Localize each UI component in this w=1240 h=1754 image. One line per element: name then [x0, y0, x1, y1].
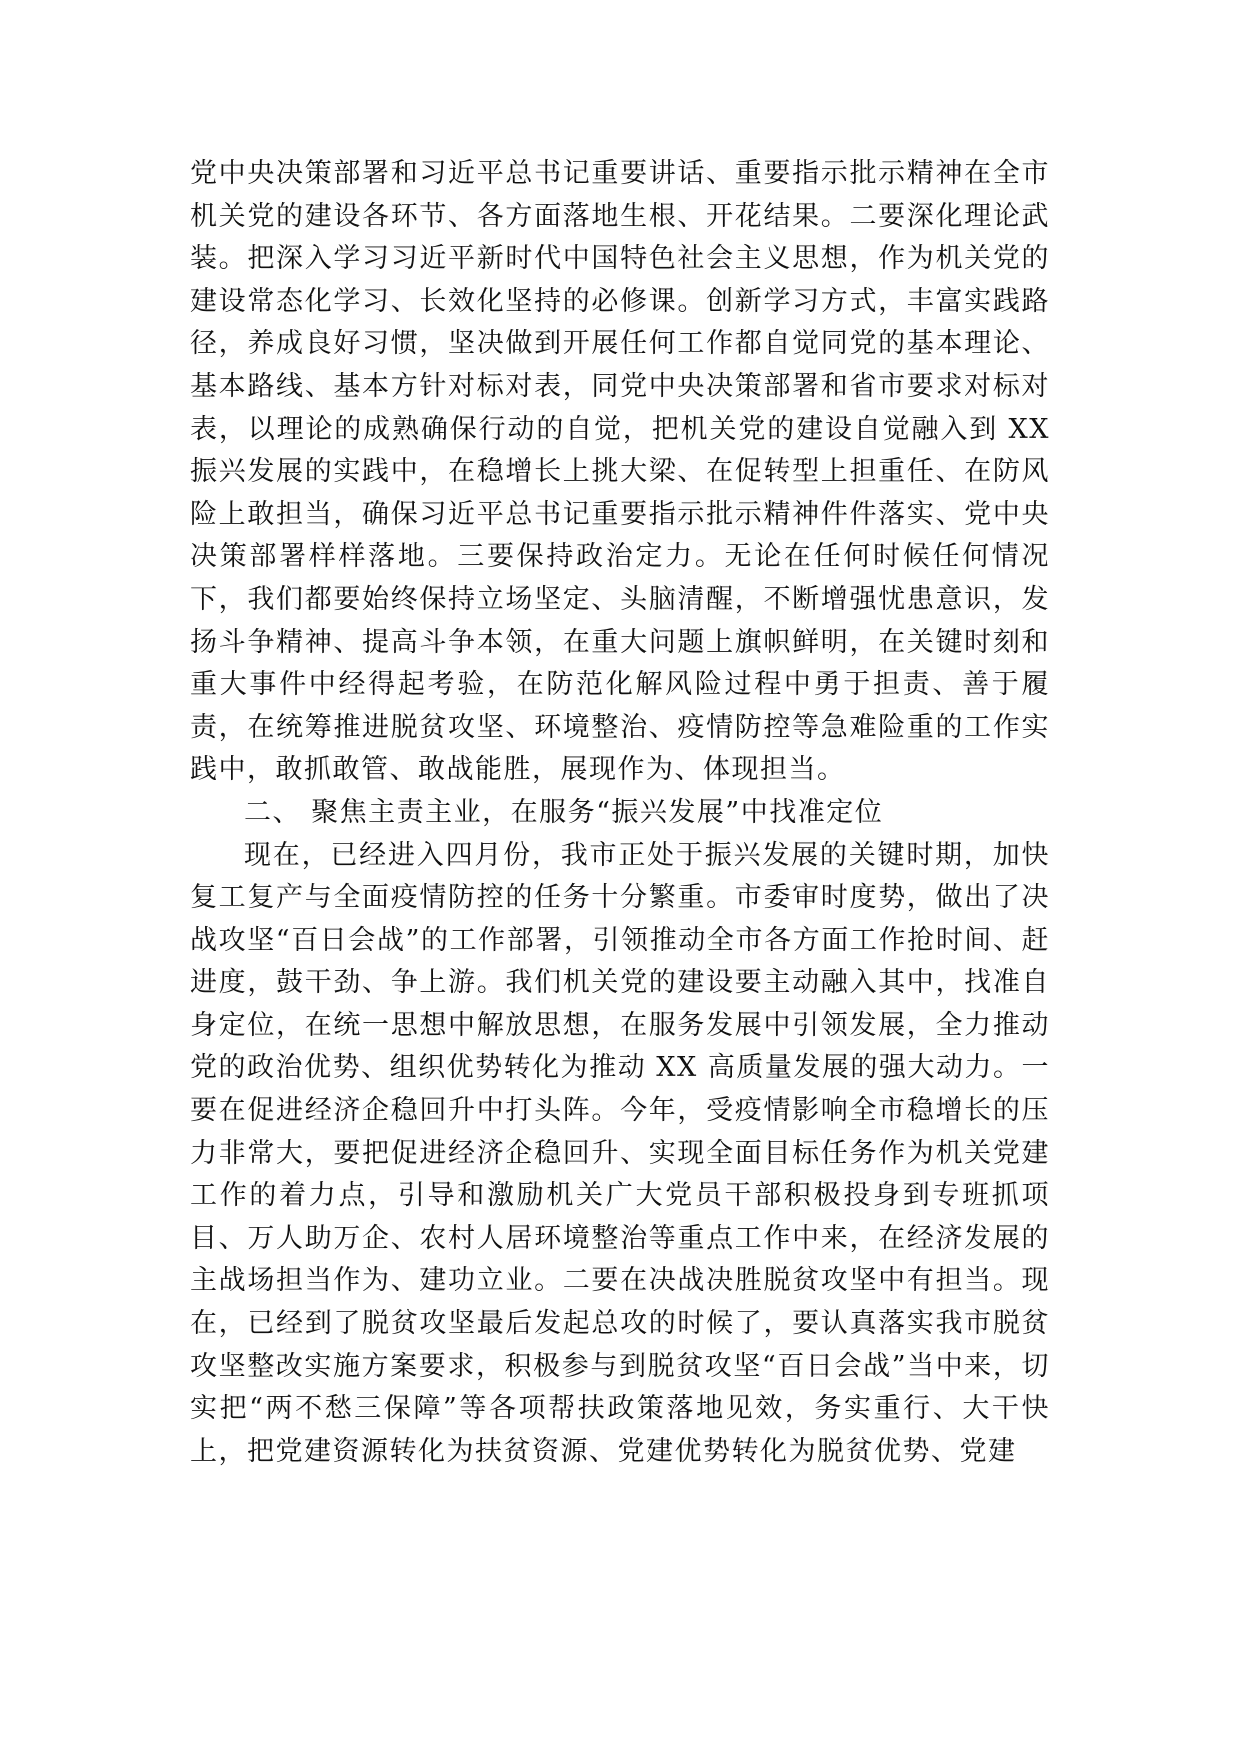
- body-paragraph-continued: 党中央决策部署和习近平总书记重要讲话、重要指示批示精神在全市机关党的建设各环节、各方面落地生根、开花结果。二要深化理论武装。把深入学习习近平新时代中国特色社会主义思想，作为机关党的建设常态化学习、长效化坚持的必修课。创新学习方式，丰富实践路径，养成良好习惯，坚决做到开展任何工作都自觉同党的基本理论、基本路线、基本方针对标对表，同党中央决策部署和省市要求对标对表，以理论的成熟确保行动的自觉，把机关党的建设自觉融入到 XX 振兴发展的实践中，在稳增长上挑大梁、在促转型上担重任、在防风险上敢担当，确保习近平总书记重要指示批示精神件件落实、党中央决策部署样样落地。三要保持政治定力。无论在任何时候任何情况下，我们都要始终保持立场坚定、头脑清醒，不断增强忧患意识，发扬斗争精神、提高斗争本领，在重大问题上旗帜鲜明，在关键时刻和重大事件中经得起考验，在防范化解风险过程中勇于担责、善于履责，在统筹推进脱贫攻坚、环境整治、疫情防控等急难险重的工作实践中，敢抓敢管、敢战能胜，展现作为、体现担当。: [190, 158, 1050, 786]
- body-paragraph: 现在，已经进入四月份，我市正处于振兴发展的关键时期，加快复工复产与全面疫情防控的任务十分繁重。市委审时度势，做出了决战攻坚“百日会战”的工作部署，引领推动全市各方面工作抢时间、赶进度，鼓干劲、争上游。我们机关党的建设要主动融入其中，找准自身定位，在统一思想中解放思想，在服务发展中引领发展，全力推动党的政治优势、组织优势转化为推动 XX 高质量发展的强大动力。一要在促进经济企稳回升中打头阵。今年，受疫情影响全市稳增长的压力非常大，要把促进经济企稳回升、实现全面目标任务作为机关党建工作的着力点，引导和激励机关广大党员干部积极投身到专班抓项目、万人助万企、农村人居环境整治等重点工作中来，在经济发展的主战场担当作为、建功立业。二要在决战决胜脱贫攻坚中有担当。现在，已经到了脱贫攻坚最后发起总攻的时候了，要认真落实我市脱贫攻坚整改实施方案要求，积极参与到脱贫攻坚“百日会战”当中来，切实把“两不愁三保障”等各项帮扶政策落地见效，务实重行、大干快上，把党建资源转化为扶贫资源、党建优势转化为脱贫优势、党建: [190, 839, 1050, 1467]
- section-heading: 二、 聚焦主责主业，在服务“振兴发展”中找准定位: [244, 796, 884, 828]
- document-body: [190, 153, 1050, 1473]
